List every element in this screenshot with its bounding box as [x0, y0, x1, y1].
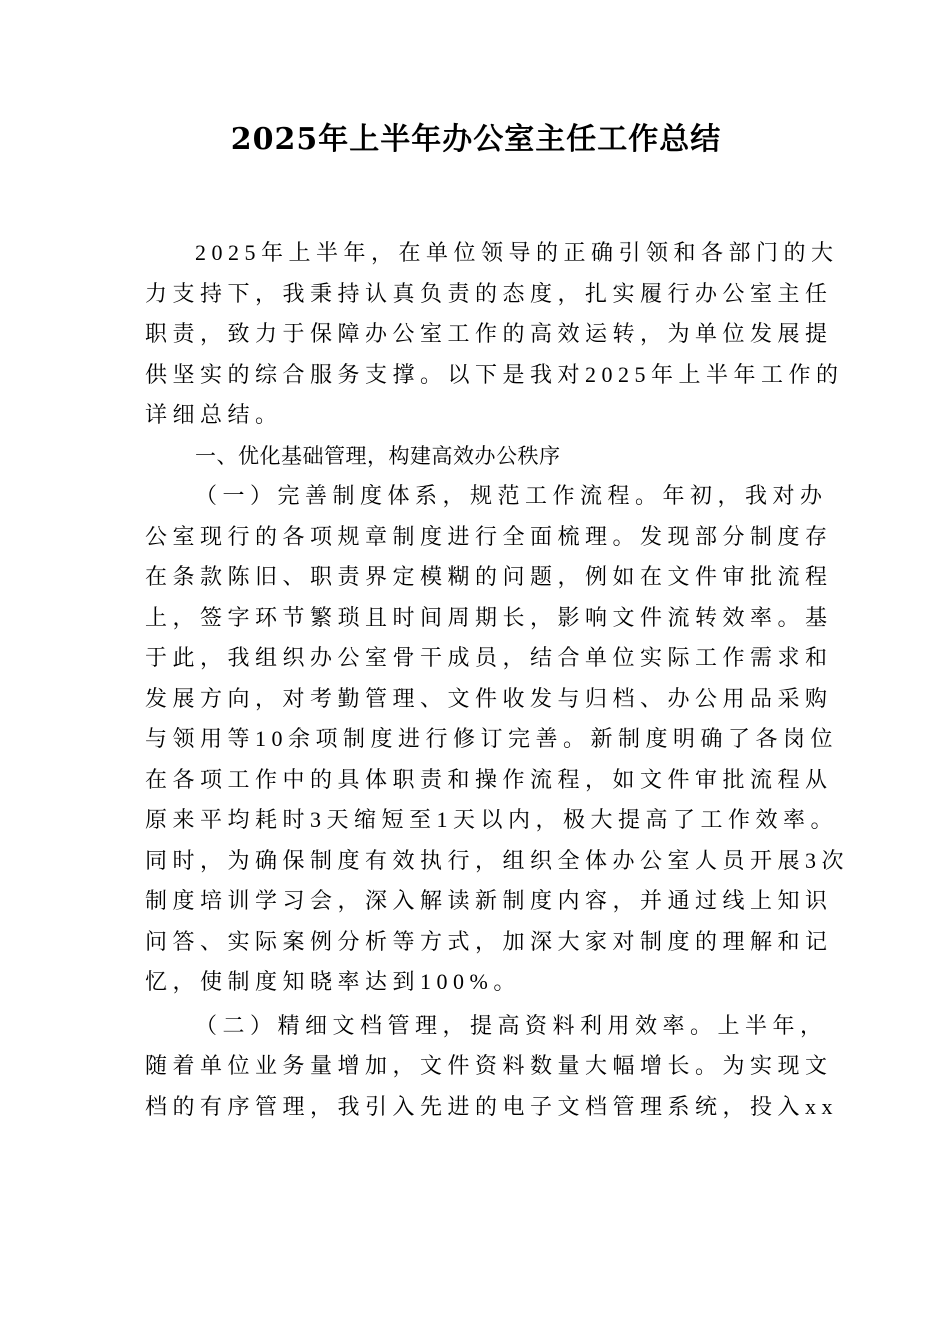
paragraph-line: 忆，使制度知晓率达到100%。 [145, 969, 521, 994]
paragraph-line: 发展方向，对考勤管理、文件收发与归档、办公用品采购 [145, 685, 833, 711]
document-body [145, 233, 850, 1127]
paragraph-line: 上，签字环节繁琐且时间周期长，影响文件流转效率。基 [145, 604, 833, 630]
paragraph-line: （二）精细文档管理，提高资料利用效率。上半年， [195, 1012, 828, 1038]
intro-line: 力支持下，我秉持认真负责的态度，扎实履行办公室主任 [145, 280, 833, 306]
intro-line: 2025年上半年，在单位领导的正确引领和各部门的大 [195, 240, 839, 265]
section-heading: 一、优化基础管理，构建高效办公秩序 [195, 443, 561, 468]
intro-line: 供坚实的综合服务支撑。以下是我对2025年上半年工作的 [145, 361, 844, 387]
paragraph-line: 同时，为确保制度有效执行，组织全体办公室人员开展3次 [145, 847, 850, 873]
paragraph-line: 公室现行的各项规章制度进行全面梳理。发现部分制度存 [145, 523, 833, 549]
paragraph-line: 原来平均耗时3天缩短至1天以内，极大提高了工作效率。 [145, 807, 839, 832]
paragraph-line: 随着单位业务量增加，文件资料数量大幅增长。为实现文 [145, 1053, 833, 1078]
document-title: 2025年上半年办公室主任工作总结 [230, 122, 722, 157]
paragraph-line: 制度培训学习会，深入解读新制度内容，并通过线上知识 [145, 888, 833, 913]
intro-line: 职责，致力于保障办公室工作的高效运转，为单位发展提 [145, 321, 833, 346]
paragraph-line: （一）完善制度体系，规范工作流程。年初，我对办 [195, 483, 828, 508]
paragraph-line: 在各项工作中的具体职责和操作流程，如文件审批流程从 [145, 766, 833, 792]
paragraph-line: 在条款陈旧、职责界定模糊的问题，例如在文件审批流程 [145, 564, 833, 589]
paragraph-line: 与领用等10余项制度进行修订完善。新制度明确了各岗位 [145, 726, 839, 751]
intro-line: 详细总结。 [145, 402, 283, 427]
paragraph-line: 档的有序管理，我引入先进的电子文档管理系统，投入xx [145, 1093, 839, 1119]
paragraph-line: 问答、实际案例分析等方式，加深大家对制度的理解和记 [145, 928, 833, 954]
paragraph-line: 于此，我组织办公室骨干成员，结合单位实际工作需求和 [145, 645, 833, 670]
